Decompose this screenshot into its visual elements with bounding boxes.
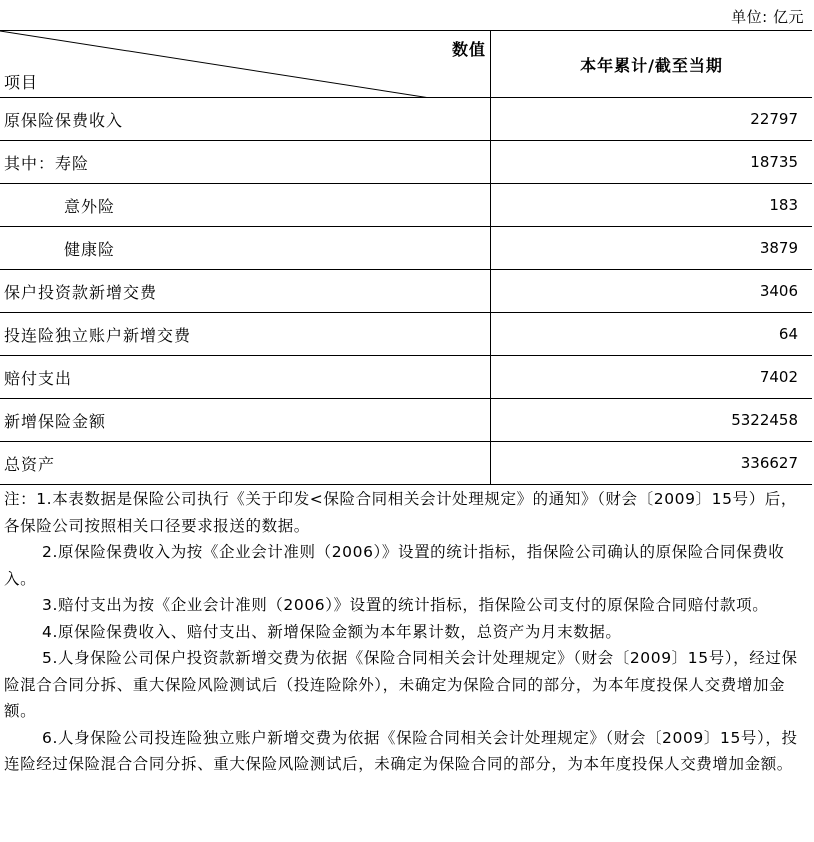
row-label: 新增保险金额: [0, 399, 491, 442]
table-row: [0, 399, 812, 442]
table-row: [0, 442, 812, 485]
header-column-title: 本年累计/截至当期: [491, 31, 813, 98]
row-label: 总资产: [0, 442, 491, 485]
table-row: [0, 270, 812, 313]
footnote: 3.赔付支出为按《企业会计准则（2006）》设置的统计指标，指保险公司支付的原保险合同赔付款项。: [42, 596, 769, 614]
row-value: 22797: [491, 98, 813, 141]
table-row: [0, 184, 812, 227]
row-value: 18735: [491, 141, 813, 184]
row-label: 原保险保费收入: [0, 98, 491, 141]
row-value: 5322458: [491, 399, 813, 442]
row-value: 336627: [491, 442, 813, 485]
row-label: 保户投资款新增交费: [0, 270, 491, 313]
statistics-table: [0, 30, 812, 485]
row-value: 3406: [491, 270, 813, 313]
row-label: 意外险: [0, 184, 491, 227]
diagonal-line: [0, 31, 430, 98]
header-value-label: 数值: [451, 40, 486, 59]
row-label: 健康险: [0, 227, 491, 270]
table-header-row: [0, 31, 812, 98]
diagonal-header-cell: [0, 31, 491, 98]
footnote: 2.原保险保费收入为按《企业会计准则（2006）》设置的统计指标，指保险公司确认的原保险合同保费收入。: [4, 543, 785, 588]
footnotes: [4, 486, 808, 778]
table-row: [0, 356, 812, 399]
table-row: [0, 313, 812, 356]
footnote: 5.人身保险公司保户投资款新增交费为依据《保险合同相关会计处理规定》（财会〔2009〕15号），经过保险混合合同分拆、重大保险风险测试后（投连险除外），未确定为保险合同的部分，为本年度投保人交费增加金额。: [4, 649, 798, 720]
footnote: 注：1.本表数据是保险公司执行《关于印发<保险合同相关会计处理规定》的通知》（财会〔2009〕15号）后，各保险公司按照相关口径要求报送的数据。: [4, 490, 797, 535]
row-value: 183: [491, 184, 813, 227]
table-row: [0, 141, 812, 184]
footnote: 4.原保险保费收入、赔付支出、新增保险金额为本年累计数，总资产为月末数据。: [42, 622, 622, 641]
row-label: 其中：寿险: [0, 141, 491, 184]
row-value: 64: [491, 313, 813, 356]
table-row: [0, 227, 812, 270]
row-value: 3879: [491, 227, 813, 270]
row-label: 投连险独立账户新增交费: [0, 313, 491, 356]
footnote: 6.人身保险公司投连险独立账户新增交费为依据《保险合同相关会计处理规定》（财会〔2009〕15号），投连险经过保险混合合同分拆、重大保险风险测试后，未确定为保险合同的部分，为本年度投保人交费增加金额。: [4, 728, 798, 773]
header-item-label: 项目: [4, 73, 39, 92]
table-row: [0, 98, 812, 141]
unit-label: 单位: 亿元: [731, 8, 804, 26]
row-label: 赔付支出: [0, 356, 491, 399]
row-value: 7402: [491, 356, 813, 399]
